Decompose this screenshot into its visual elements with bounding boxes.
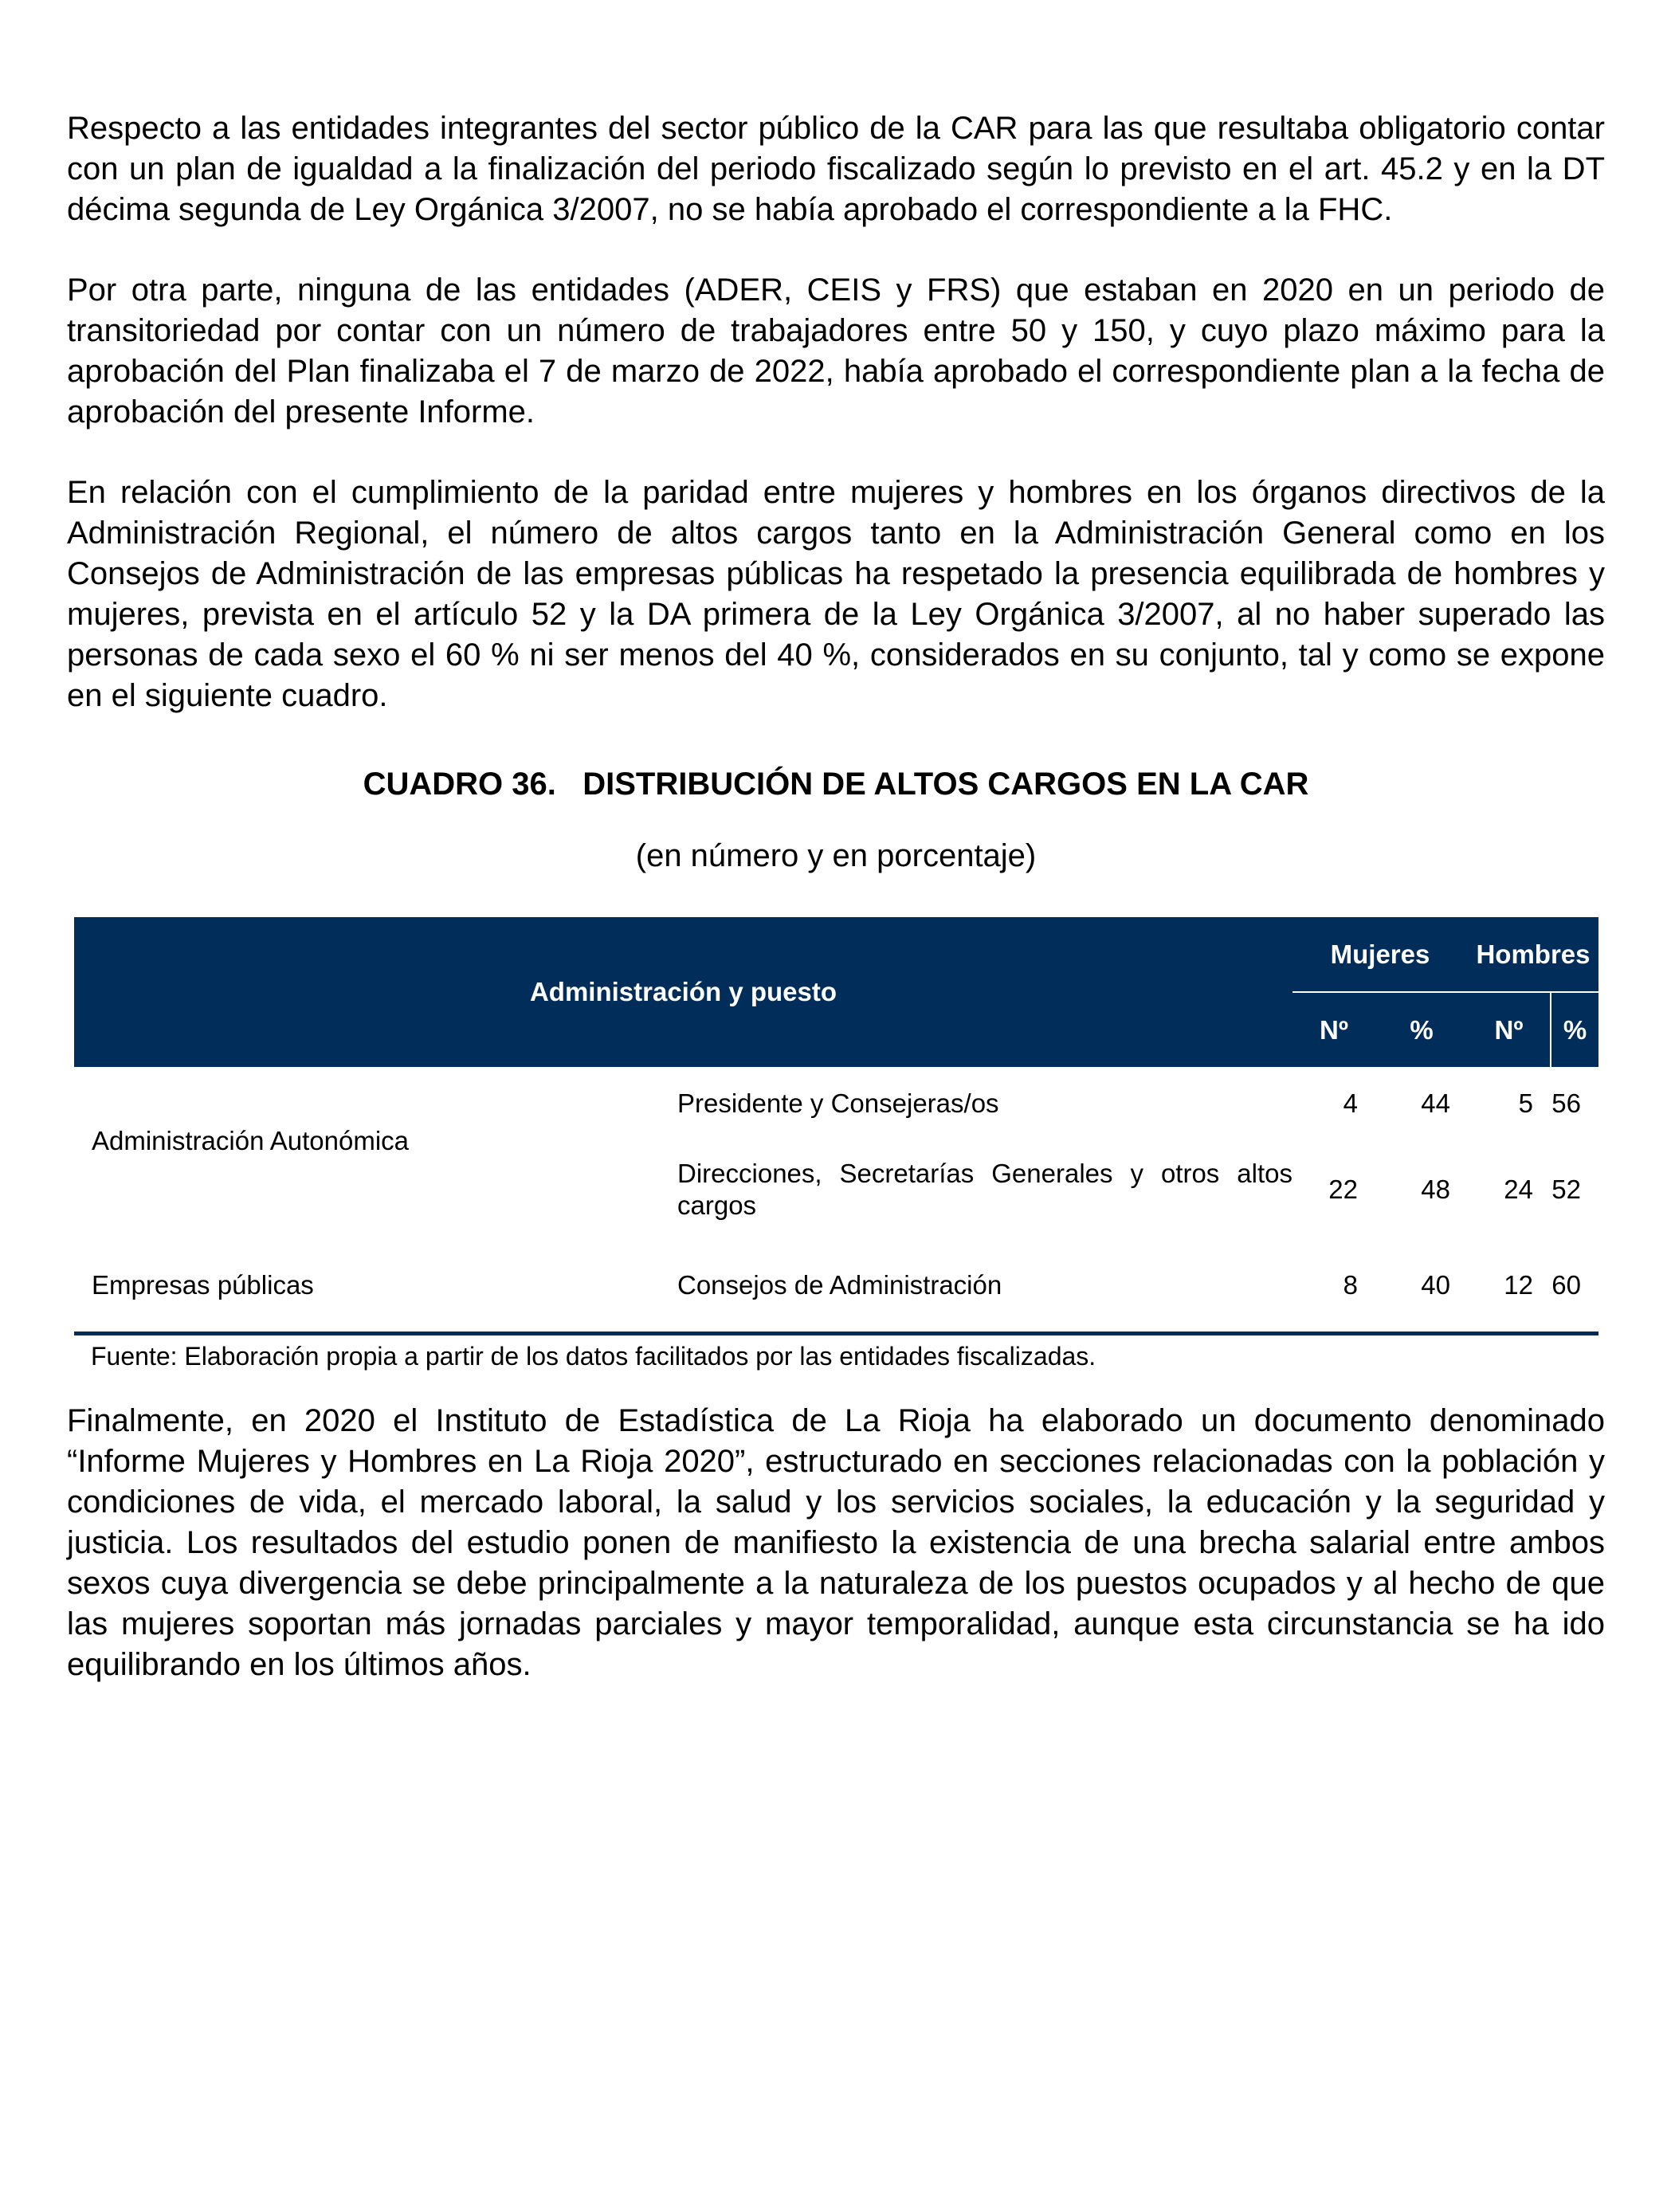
table-source-note: Fuente: Elaboración propia a partir de los datos facilitados por las entidades fiscalizadas. (91, 1342, 1096, 1371)
table-subtitle: (en número y en porcentaje) (635, 838, 1037, 873)
cell-mujeres-num: 4 (1343, 1088, 1358, 1118)
header-hombres-pct: % (1551, 992, 1598, 1067)
cell-mujeres-pct: 44 (1421, 1088, 1450, 1118)
cell-puesto: Consejos de Administración (677, 1239, 1292, 1334)
cell-hombres-pct: 52 (1551, 1175, 1581, 1204)
paragraph-plan-igualdad: Respecto a las entidades integrantes del sector público de la CAR para las que resultaba obligatorio contar con un plan de igualdad a la finalización del periodo fiscalizado según lo previsto en el art. 45.2 y en la DT décima segunda de Ley Orgánica 3/2007, no se había aprobado el correspondiente a la FHC. (67, 111, 1605, 227)
cell-hombres-num: 12 (1468, 1239, 1551, 1334)
header-mujeres: Mujeres (1292, 917, 1468, 992)
cell-mujeres-num: 22 (1328, 1175, 1358, 1204)
altos-cargos-table (74, 917, 1598, 1335)
header-mujeres-pct: % (1375, 992, 1468, 1067)
cell-hombres-num: 5 (1518, 1088, 1533, 1118)
cell-hombres-num: 24 (1504, 1175, 1533, 1204)
header-admin-puesto: Administración y puesto (74, 917, 1292, 1067)
header-hombres: Hombres (1468, 917, 1598, 992)
document-page (67, 108, 1605, 1725)
table-header-row (74, 917, 1598, 992)
table-row (74, 1239, 1598, 1334)
table-row (74, 1067, 1598, 1140)
cell-puesto: Presidente y Consejeras/os (677, 1088, 999, 1118)
cell-mujeres-pct: 48 (1421, 1175, 1450, 1204)
cell-hombres-pct: 60 (1551, 1239, 1598, 1334)
cell-mujeres-num: 8 (1292, 1239, 1375, 1334)
paragraph-transitoriedad: Por otra parte, ninguna de las entidades (ADER, CEIS y FRS) que estaban en 2020 en un periodo de transitoriedad por contar con un número de trabajadores entre 50 y 150, y cuyo plazo máximo para la aprobación del Plan finalizaba el 7 de marzo de 2022, había aprobado el correspondiente plan a la fecha de aprobación del presente Informe. (67, 273, 1605, 429)
cell-admin: Empresas públicas (74, 1239, 677, 1334)
header-hombres-num: Nº (1468, 992, 1551, 1067)
cell-mujeres-pct: 40 (1375, 1239, 1468, 1334)
cell-puesto: Direcciones, Secretarías Generales y otros altos cargos (677, 1159, 1292, 1220)
cell-admin: Administración Autonómica (92, 1126, 410, 1155)
header-mujeres-num: Nº (1292, 992, 1375, 1067)
cell-hombres-pct: 56 (1551, 1088, 1581, 1118)
paragraph-paridad: En relación con el cumplimiento de la paridad entre mujeres y hombres en los órganos directivos de la Administración Regional, el número de altos cargos tanto en la Administración General como en los Consejos de Administración de las empresas públicas ha respetado la presencia equilibrada de hombres y mujeres, prevista en el artículo 52 y la DA primera de la Ley Orgánica 3/2007, al no haber superado las personas de cada sexo el 60 % ni ser menos del 40 %, considerados en su conjunto, tal y como se expone en el siguiente cuadro. (67, 475, 1605, 713)
paragraph-informe-rioja: Finalmente, en 2020 el Instituto de Estadística de La Rioja ha elaborado un documento denominado “Informe Mujeres y Hombres en La Rioja 2020”, estructurado en secciones relacionadas con la población y condiciones de vida, el mercado laboral, la salud y los servicios sociales, la educación y la seguridad y justicia. Los resultados del estudio ponen de manifiesto la existencia de una brecha salarial entre ambos sexos cuya divergencia se debe principalmente a la naturaleza de los puestos ocupados y al hecho de que las mujeres soportan más jornadas parciales y mayor temporalidad, aunque esta circunstancia se ha ido equilibrando en los últimos años. (67, 1403, 1605, 1682)
table-title: CUADRO 36. DISTRIBUCIÓN DE ALTOS CARGOS EN LA CAR (363, 767, 1309, 802)
